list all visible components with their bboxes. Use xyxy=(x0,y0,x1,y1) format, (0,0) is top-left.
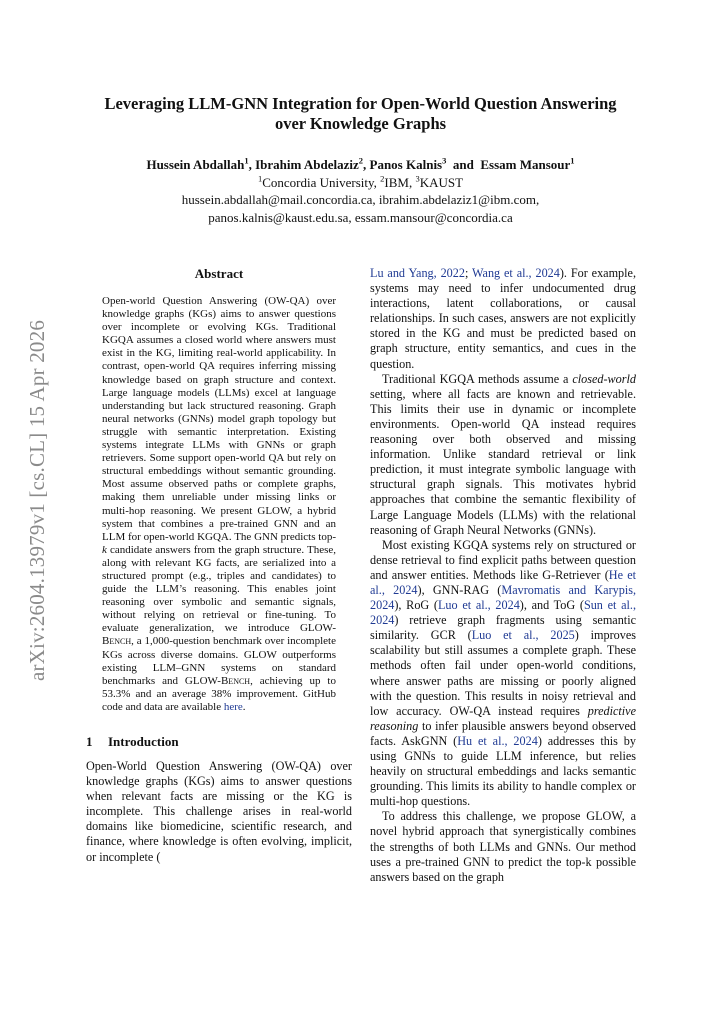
cite-luo-2024[interactable]: Luo et al., 2024 xyxy=(437,598,520,613)
abstract-heading: Abstract xyxy=(194,266,244,281)
abstract-k: k xyxy=(102,543,107,556)
intro-p3-b: ), GNN-RAG ( xyxy=(417,582,502,597)
author-3: Panos Kalnis xyxy=(369,157,443,172)
paper-title xyxy=(86,94,635,134)
cite-hu[interactable]: Hu et al., 2024 xyxy=(457,733,538,748)
github-link[interactable]: here xyxy=(223,700,243,713)
affil-1-mark: 1 xyxy=(257,173,263,184)
intro-p3-h: ) addresses this by using GNNs to guide LLM inference, but relies heavily on structural embeddings and lacks semantic grounding. This limits its ability to handle complex or multi-hop questions. xyxy=(370,733,636,809)
intro-paragraph-1-start: Open-World Question Answering (OW-QA) over knowledge graphs (KGs) aims to answer questions when relevant facts are missing or the KG is incomplete. This challenge arises in real-world domains like biomedicine, scientific research, and finance, where knowledge is often evolving, implicit, or incomplete ( xyxy=(86,759,352,864)
cite-sun[interactable]: Sun et al., 2024 xyxy=(370,598,636,628)
intro-p3-g: to infer plausible answers beyond observed facts. AskGNN ( xyxy=(370,718,636,748)
cite-mavromatis[interactable]: Mavromatis and Karypis, 2024 xyxy=(370,582,636,613)
intro-p1-rest: ). For example, systems may need to infer undocumented drug interactions, latent collaborations, or causal relationships. In such cases, answers are not explicitly stored in the KG and must be predicted based on graph structure, entity semantics, and cues in the question. xyxy=(370,266,636,371)
abstract-bench-2: Bench xyxy=(220,674,251,687)
affil-2: IBM, xyxy=(384,174,416,190)
abstract-part-3: , a 1,000-question benchmark over incomplete KGs across diverse domains. GLOW outperforms existing LLM–GNN systems on standard benchmarks and GLOW- xyxy=(102,635,336,687)
intro-p3-a: Most existing KGQA systems rely on structured or dense retrieval to find explicit paths between question and answer entities. Methods like G-Retriever ( xyxy=(370,537,636,582)
intro-paragraph-2 xyxy=(370,372,636,538)
intro-p3-d: ), and ToG ( xyxy=(519,598,584,613)
author-4: Essam Mansour xyxy=(480,157,571,172)
abstract-bench-1: Bench xyxy=(102,635,132,648)
cite-wang[interactable]: Wang et al., 2024 xyxy=(472,266,560,280)
intro-p3-e: ) retrieve graph fragments using semantic similarity. GCR ( xyxy=(370,613,636,643)
affil-2-mark: 2 xyxy=(380,173,385,184)
intro-heading xyxy=(86,734,352,750)
email-line-2: panos.kalnis@kaust.edu.sa, essam.mansour@concordia.ca xyxy=(208,209,513,225)
author-2-affil: 2 xyxy=(358,155,364,166)
intro-p3-em: predictive reasoning xyxy=(370,703,636,733)
title-line-1: Leveraging LLM-GNN Integration for Open-World Question Answering xyxy=(104,94,617,113)
affiliations xyxy=(86,174,635,192)
author-2: Ibrahim Abdelaziz xyxy=(255,157,359,172)
abstract-part-4: , achieving up to 53.3% and an average 38% improvement. GitHub code and data are available xyxy=(102,674,336,713)
intro-paragraph-3 xyxy=(370,538,636,810)
abstract-part-2: candidate answers from the graph structure. These, along with relevant KG facts, are serialized into a structured prompt (e.g., triples and candidates) to guide the LLM’s reasoning. This enables joint reasoning over symbolic and semantic signals, without relying on retrieval or fine-tuning. To evaluate generalization, we introduce GLOW- xyxy=(102,543,336,635)
intro-paragraph-4: To address this challenge, we propose GLOW, a novel hybrid approach that synergistically combines the strengths of both LLMs and GNNs. Our method uses a pre-trained GNN to predict the top-k possible answers based on the graph xyxy=(370,809,636,884)
arxiv-stamp xyxy=(12,300,64,700)
affil-3-mark: 3 xyxy=(415,173,420,184)
left-column xyxy=(86,266,352,865)
arxiv-stamp-text: arXiv:2604.13979v1 [cs.CL] 15 Apr 2026 xyxy=(25,319,50,681)
cite-luo-2025[interactable]: Luo et al., 2025 xyxy=(471,628,575,643)
intro-p3-f: ) improves scalability but still assumes a complete graph. These methods often fail under open-world conditions, where answer paths are missing or poorly aligned with the question. This results in noisy retrieval and low accuracy. OW-QA instead requires xyxy=(370,628,636,718)
intro-number: 1 xyxy=(86,734,93,749)
intro-p2-a: Traditional KGQA methods assume a xyxy=(382,371,573,386)
author-block xyxy=(86,156,635,226)
author-1: Hussein Abdallah xyxy=(146,157,245,172)
author-4-affil: 1 xyxy=(570,155,575,166)
author-3-affil: 3 xyxy=(442,155,447,166)
cite-sep: ; xyxy=(464,266,473,280)
cite-lu-yang[interactable]: Lu and Yang, 2022 xyxy=(370,266,465,280)
abstract-part-1: Open-world Question Answering (OW-QA) over knowledge graphs (KGs) aims to answer questions over incomplete or evolving KGs. Traditional KGQA assumes a closed world where answers must exist in the KG, limiting real-world applicability. In contrast, open-world QA requires inferring missing knowledge based on graph structure and context. Large language models (LLMs) excel at language understanding but lack structured reasoning. Graph neural networks (GNNs) model graph topology but struggle with semantic interpretation. Existing systems integrate LLMs with GNNs or graph retrievers. Some support open-world QA but rely on structural embeddings without semantic grounding. Most assume observed paths or complete graphs, making them unreliable under missing links or multi-hop reasoning. We present GLOW, a hybrid system that combines a pre-trained GNN and an LLM for open-world KGQA. The GNN predicts top- xyxy=(102,295,336,543)
right-column xyxy=(370,266,636,885)
email-line-1: hussein.abdallah@mail.concordia.ca, ibrahim.abdelaziz1@ibm.com, xyxy=(181,192,540,207)
intro-title: Introduction xyxy=(108,734,179,749)
abstract-text xyxy=(102,295,336,714)
cite-he[interactable]: He et al., 2024 xyxy=(370,567,636,597)
intro-p2-em: closed-world xyxy=(572,371,636,386)
intro-p2-b: setting, where all facts are known and retrievable. This limits their use in dynamic or incomplete environments. Open-world QA instead requires reasoning over both observed and missing information. Unlike standard retrieval or link prediction, it must integrate symbolic language with structural graph signals. This motivates hybrid approaches that combine the semantic flexibility of Large Language Models (LLMs) with the relational reasoning of Graph Neural Networks (GNNs). xyxy=(370,386,636,537)
affil-3: KAUST xyxy=(419,174,464,190)
intro-p3-c: ), RoG ( xyxy=(394,598,438,613)
abstract-end: . xyxy=(242,700,246,713)
intro-paragraph-1-cont xyxy=(370,266,636,372)
author-1-affil: 1 xyxy=(244,155,249,166)
title-line-2: over Knowledge Graphs xyxy=(274,114,447,133)
affil-1: Concordia University, xyxy=(262,174,381,190)
author-names: Hussein Abdallah$^1$, Ibrahim Abdelaziz$^2$, Panos Kalnis$^3$ and Essam Mansour$^1$ xyxy=(146,155,575,172)
author-and: and xyxy=(452,157,474,172)
